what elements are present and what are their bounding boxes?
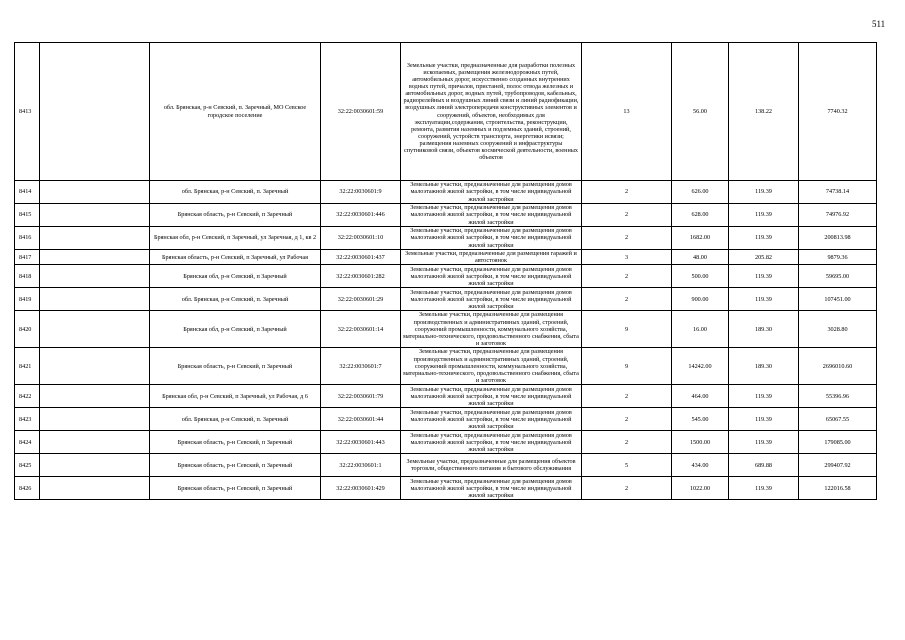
cadastral-rate-cell: 119.39	[729, 227, 799, 250]
table-row	[15, 288, 877, 311]
use-code-cell: 5	[582, 454, 672, 477]
cadastral-value-cell: 179085.00	[799, 431, 877, 454]
row-number: 8413	[15, 43, 40, 181]
cadastre-number-cell: 32:22:0030601:9	[321, 181, 401, 204]
blank-cell	[40, 204, 150, 227]
address-cell: Брянская обл, р-н Севский, п Заречный	[150, 311, 321, 348]
use-code-cell: 9	[582, 311, 672, 348]
area-cell: 14242.00	[672, 348, 729, 385]
land-purpose-cell: Земельные участки, предназначенные для размещения домов малоэтажной жилой застройки, в том числе индивидуальной жилой застройки	[401, 227, 582, 250]
table-row	[15, 181, 877, 204]
cadastral-rate-cell: 119.39	[729, 431, 799, 454]
cadastral-value-cell: 65067.55	[799, 408, 877, 431]
row-number: 8420	[15, 311, 40, 348]
row-number: 8425	[15, 454, 40, 477]
table-row	[15, 408, 877, 431]
table-row	[15, 265, 877, 288]
cadastral-value-cell: 9879.36	[799, 250, 877, 265]
table-row	[15, 348, 877, 385]
row-number: 8418	[15, 265, 40, 288]
cadastre-number-cell: 32:22:0030601:1	[321, 454, 401, 477]
cadastre-number-cell: 32:22:0030601:59	[321, 43, 401, 181]
use-code-cell: 2	[582, 265, 672, 288]
land-purpose-cell: Земельные участки, предназначенные для размещения производственных и административных зданий, строений, сооружений промышленности, коммунального хозяйства, материально-технического, продовольственного снабжения, сбыта и заготовок	[401, 348, 582, 385]
area-cell: 626.00	[672, 181, 729, 204]
land-purpose-cell: Земельные участки, предназначенные для размещения домов малоэтажной жилой застройки, в том числе индивидуальной жилой застройки	[401, 181, 582, 204]
cadastre-number-cell: 32:22:0030601:282	[321, 265, 401, 288]
use-code-cell: 2	[582, 181, 672, 204]
area-cell: 900.00	[672, 288, 729, 311]
area-cell: 545.00	[672, 408, 729, 431]
use-code-cell: 2	[582, 288, 672, 311]
table-row	[15, 454, 877, 477]
blank-cell	[40, 477, 150, 500]
use-code-cell: 2	[582, 204, 672, 227]
land-purpose-cell: Земельные участки, предназначенные для размещения объектов торговли, общественного питания и бытового обслуживания	[401, 454, 582, 477]
cadastral-value-cell: 299407.92	[799, 454, 877, 477]
use-code-cell: 3	[582, 250, 672, 265]
table-row	[15, 204, 877, 227]
cadastre-number-cell: 32:22:0030601:443	[321, 431, 401, 454]
page-number: 511	[872, 19, 886, 29]
area-cell: 1682.00	[672, 227, 729, 250]
land-purpose-cell: Земельные участки, предназначенные для разработки полезных ископаемых, размещения железнодорожных путей, автомобильных дорог, искусственно созданных внутренних водных путей, причалов, пристаней, полос отвода железных и автомобильных дорог, водных путей, трубопроводов, кабельных, радиорелейных и воздушных линий связи и линий радиофикации, воздушных линий электропередачи конструктивных элементов и сооружений, объектов, необходимых для эксплуатации,содержания, строительства, реконструкции, ремонта, развития наземных и подземных зданий, строений, сооружений, устройств транспорта, энергетики исвязи; размещения наземных сооружений и инфраструктуры спутниковой связи, объектов космической деятельности, военных объектов	[401, 43, 582, 181]
table-row	[15, 477, 877, 500]
address-cell: обл. Брянская, р-н Севский, п. Заречный	[150, 408, 321, 431]
table-row	[15, 311, 877, 348]
blank-cell	[40, 265, 150, 288]
table-row	[15, 250, 877, 265]
cadastral-rate-cell: 138.22	[729, 43, 799, 181]
cadastre-number-cell: 32:22:0030601:14	[321, 311, 401, 348]
table-row	[15, 385, 877, 408]
land-purpose-cell: Земельные участки, предназначенные для размещения гаражей и автостоянок	[401, 250, 582, 265]
land-registry-table	[14, 42, 877, 500]
land-purpose-cell: Земельные участки, предназначенные для размещения домов малоэтажной жилой застройки, в том числе индивидуальной жилой застройки	[401, 408, 582, 431]
table-row	[15, 431, 877, 454]
blank-cell	[40, 288, 150, 311]
cadastral-value-cell: 74976.92	[799, 204, 877, 227]
address-cell: Брянская область, р-н Севский, п Заречный, ул Рабочая	[150, 250, 321, 265]
cadastral-value-cell: 122016.58	[799, 477, 877, 500]
cadastral-rate-cell: 119.39	[729, 265, 799, 288]
land-purpose-cell: Земельные участки, предназначенные для размещения домов малоэтажной жилой застройки, в том числе индивидуальной жилой застройки	[401, 431, 582, 454]
area-cell: 48.00	[672, 250, 729, 265]
cadastral-value-cell: 2696010.60	[799, 348, 877, 385]
land-purpose-cell: Земельные участки, предназначенные для размещения домов малоэтажной жилой застройки, в том числе индивидуальной жилой застройки	[401, 204, 582, 227]
address-cell: Брянская область, р-н Севский, п Заречный	[150, 431, 321, 454]
row-number: 8423	[15, 408, 40, 431]
row-number: 8414	[15, 181, 40, 204]
area-cell: 464.00	[672, 385, 729, 408]
row-number: 8421	[15, 348, 40, 385]
cadastre-number-cell: 32:22:0030601:29	[321, 288, 401, 311]
address-cell: обл. Брянская, р-н Севский, п. Заречный	[150, 181, 321, 204]
address-cell: обл. Брянская, р-н Севский, п. Заречный, МО Севское городское поселение	[150, 43, 321, 181]
cadastral-rate-cell: 689.88	[729, 454, 799, 477]
area-cell: 1500.00	[672, 431, 729, 454]
land-purpose-cell: Земельные участки, предназначенные для размещения домов малоэтажной жилой застройки, в том числе индивидуальной жилой застройки	[401, 288, 582, 311]
blank-cell	[40, 454, 150, 477]
use-code-cell: 2	[582, 477, 672, 500]
cadastral-value-cell: 107451.00	[799, 288, 877, 311]
address-cell: Брянская область, р-н Севский, п Заречный	[150, 477, 321, 500]
blank-cell	[40, 43, 150, 181]
area-cell: 1022.00	[672, 477, 729, 500]
area-cell: 500.00	[672, 265, 729, 288]
use-code-cell: 2	[582, 227, 672, 250]
address-cell: Брянская обл, р-н Севский, п Заречный	[150, 265, 321, 288]
address-cell: обл. Брянская, р-н Севский, п. Заречный	[150, 288, 321, 311]
use-code-cell: 13	[582, 43, 672, 181]
cadastral-value-cell: 200813.98	[799, 227, 877, 250]
row-number: 8426	[15, 477, 40, 500]
cadastral-rate-cell: 205.82	[729, 250, 799, 265]
row-number: 8424	[15, 431, 40, 454]
land-purpose-cell: Земельные участки, предназначенные для размещения производственных и административных зданий, строений, сооружений промышленности, коммунального хозяйства, материально-технического, продовольственного снабжения, сбыта и заготовок	[401, 311, 582, 348]
land-purpose-cell: Земельные участки, предназначенные для размещения домов малоэтажной жилой застройки, в том числе индивидуальной жилой застройки	[401, 385, 582, 408]
table-row	[15, 227, 877, 250]
land-purpose-cell: Земельные участки, предназначенные для размещения домов малоэтажной жилой застройки, в том числе индивидуальной жилой застройки	[401, 477, 582, 500]
cadastral-value-cell: 3028.80	[799, 311, 877, 348]
use-code-cell: 2	[582, 385, 672, 408]
blank-cell	[40, 348, 150, 385]
row-number: 8422	[15, 385, 40, 408]
blank-cell	[40, 311, 150, 348]
blank-cell	[40, 431, 150, 454]
area-cell: 434.00	[672, 454, 729, 477]
cadastral-value-cell: 7740.32	[799, 43, 877, 181]
row-number: 8417	[15, 250, 40, 265]
cadastral-rate-cell: 189.30	[729, 311, 799, 348]
cadastral-rate-cell: 119.39	[729, 204, 799, 227]
use-code-cell: 2	[582, 431, 672, 454]
address-cell: Брянская обл, р-н Севский, п Заречный, ул Рабочая, д 6	[150, 385, 321, 408]
area-cell: 16.00	[672, 311, 729, 348]
blank-cell	[40, 227, 150, 250]
address-cell: Брянская обл, р-н Севский, п Заречный, ул Заречная, д 1, кв 2	[150, 227, 321, 250]
area-cell: 628.00	[672, 204, 729, 227]
cadastre-number-cell: 32:22:0030601:7	[321, 348, 401, 385]
cadastral-value-cell: 59695.00	[799, 265, 877, 288]
table-row	[15, 43, 877, 181]
cadastre-number-cell: 32:22:0030601:429	[321, 477, 401, 500]
address-cell: Брянская область, р-н Севский, п Заречный	[150, 454, 321, 477]
row-number: 8416	[15, 227, 40, 250]
cadastre-number-cell: 32:22:0030601:437	[321, 250, 401, 265]
cadastral-rate-cell: 119.39	[729, 288, 799, 311]
cadastre-number-cell: 32:22:0030601:79	[321, 385, 401, 408]
blank-cell	[40, 181, 150, 204]
row-number: 8415	[15, 204, 40, 227]
blank-cell	[40, 385, 150, 408]
use-code-cell: 2	[582, 408, 672, 431]
cadastre-number-cell: 32:22:0030601:10	[321, 227, 401, 250]
blank-cell	[40, 250, 150, 265]
use-code-cell: 9	[582, 348, 672, 385]
cadastral-rate-cell: 189.30	[729, 348, 799, 385]
cadastral-value-cell: 55396.96	[799, 385, 877, 408]
land-purpose-cell: Земельные участки, предназначенные для размещения домов малоэтажной жилой застройки, в том числе индивидуальной жилой застройки	[401, 265, 582, 288]
blank-cell	[40, 408, 150, 431]
cadastral-rate-cell: 119.39	[729, 385, 799, 408]
cadastral-rate-cell: 119.39	[729, 181, 799, 204]
row-number: 8419	[15, 288, 40, 311]
cadastral-value-cell: 74738.14	[799, 181, 877, 204]
cadastral-rate-cell: 119.39	[729, 408, 799, 431]
cadastre-number-cell: 32:22:0030601:446	[321, 204, 401, 227]
cadastral-rate-cell: 119.39	[729, 477, 799, 500]
address-cell: Брянская область, р-н Севский, п Заречный	[150, 204, 321, 227]
address-cell: Брянская область, р-н Севский, п Заречный	[150, 348, 321, 385]
area-cell: 56.00	[672, 43, 729, 181]
cadastre-number-cell: 32:22:0030601:44	[321, 408, 401, 431]
